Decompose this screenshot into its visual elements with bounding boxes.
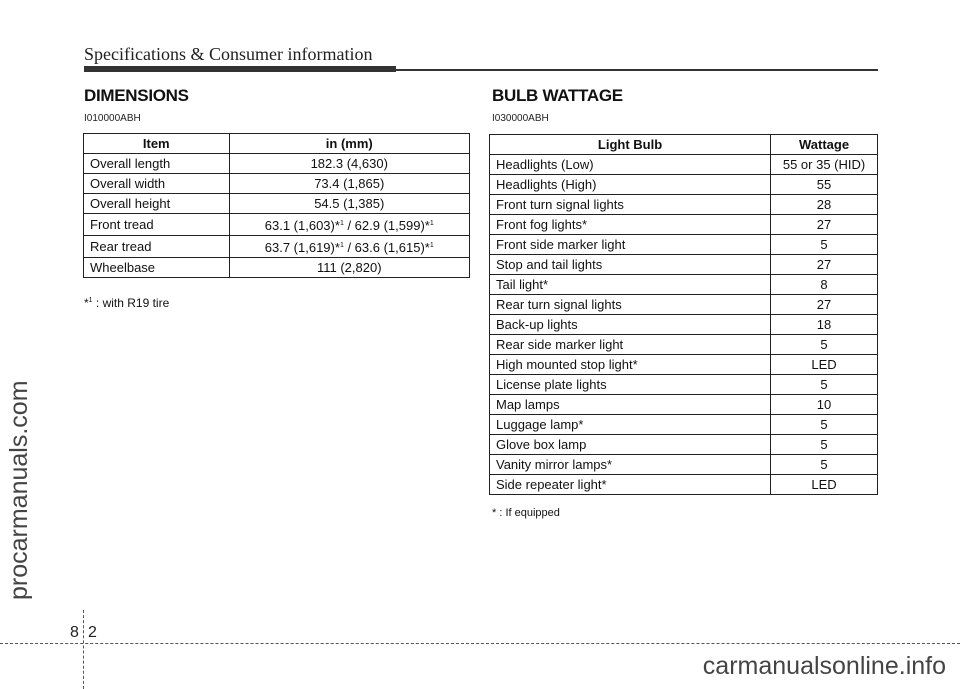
wattage-cell: 27 xyxy=(771,295,878,315)
bulb-name-cell: Tail light* xyxy=(490,275,771,295)
bulb-name-cell: Side repeater light* xyxy=(490,475,771,495)
value-cell: 182.3 (4,630) xyxy=(229,154,469,174)
item-cell: Overall length xyxy=(84,154,230,174)
bulb-wattage-code: I030000ABH xyxy=(492,113,549,124)
wattage-cell: LED xyxy=(771,355,878,375)
table-header-row xyxy=(84,134,470,154)
header-rule xyxy=(396,69,878,71)
wattage-cell: 5 xyxy=(771,235,878,255)
wattage-cell: 5 xyxy=(771,375,878,395)
watermark-left: procarmanuals.com xyxy=(5,380,33,600)
value-part: / 62.9 (1,599)* xyxy=(343,218,430,233)
bulb-footnote: * : If equipped xyxy=(492,507,560,519)
dimensions-table xyxy=(83,133,470,278)
wattage-cell: LED xyxy=(771,475,878,495)
wattage-cell: 18 xyxy=(771,315,878,335)
item-cell: Overall width xyxy=(84,174,230,194)
table-row xyxy=(490,415,878,435)
table-row xyxy=(490,215,878,235)
column-header: Item xyxy=(84,134,230,154)
wattage-cell: 55 xyxy=(771,175,878,195)
chapter-number: 8 xyxy=(70,624,79,641)
table-row xyxy=(490,435,878,455)
wattage-cell: 10 xyxy=(771,395,878,415)
column-header: Light Bulb xyxy=(490,135,771,155)
column-header: Wattage xyxy=(771,135,878,155)
bulb-name-cell: Stop and tail lights xyxy=(490,255,771,275)
dimensions-title: DIMENSIONS xyxy=(84,86,189,105)
table-row xyxy=(490,255,878,275)
page-header-title: Specifications & Consumer information xyxy=(84,44,373,64)
value-part: 63.7 (1,619)* xyxy=(264,240,340,255)
value-cell: 73.4 (1,865) xyxy=(229,174,469,194)
bulb-name-cell: Vanity mirror lamps* xyxy=(490,455,771,475)
table-row xyxy=(84,258,470,278)
wattage-cell: 5 xyxy=(771,455,878,475)
bulb-name-cell: High mounted stop light* xyxy=(490,355,771,375)
item-cell: Wheelbase xyxy=(84,258,230,278)
footnote-marker: 1 xyxy=(429,220,434,227)
value-part: 63.1 (1,603)* xyxy=(264,218,340,233)
watermark-bottom: carmanualsonline.info xyxy=(702,652,946,680)
table-row xyxy=(84,174,470,194)
value-cell xyxy=(229,214,469,236)
item-cell: Rear tread xyxy=(84,236,230,258)
header-bar xyxy=(84,66,396,72)
value-cell xyxy=(229,236,469,258)
table-row xyxy=(490,155,878,175)
dimensions-footnote: *$^1$ : with R19 tire xyxy=(84,296,170,310)
bulb-name-cell: Headlights (High) xyxy=(490,175,771,195)
table-row xyxy=(490,375,878,395)
table-row xyxy=(490,275,878,295)
table-row xyxy=(490,295,878,315)
bulb-wattage-title: BULB WATTAGE xyxy=(492,86,623,105)
value-cell: 54.5 (1,385) xyxy=(229,194,469,214)
table-row xyxy=(490,455,878,475)
table-row xyxy=(490,355,878,375)
wattage-cell: 28 xyxy=(771,195,878,215)
table-row xyxy=(490,315,878,335)
wattage-cell: 27 xyxy=(771,255,878,275)
bulb-name-cell: License plate lights xyxy=(490,375,771,395)
table-row xyxy=(490,395,878,415)
bulb-wattage-table xyxy=(489,134,878,495)
wattage-cell: 8 xyxy=(771,275,878,295)
bulb-name-cell: Rear turn signal lights xyxy=(490,295,771,315)
wattage-cell: 5 xyxy=(771,415,878,435)
bulb-name-cell: Rear side marker light xyxy=(490,335,771,355)
bulb-name-cell: Front side marker light xyxy=(490,235,771,255)
item-cell: Overall height xyxy=(84,194,230,214)
wattage-cell: 27 xyxy=(771,215,878,235)
footnote-marker: 1 xyxy=(339,242,344,249)
footnote-marker: 1 xyxy=(429,242,434,249)
wattage-cell: 5 xyxy=(771,335,878,355)
bulb-name-cell: Glove box lamp xyxy=(490,435,771,455)
table-row xyxy=(490,195,878,215)
table-row xyxy=(490,175,878,195)
table-row xyxy=(490,475,878,495)
table-row xyxy=(490,235,878,255)
table-row xyxy=(84,236,470,258)
wattage-cell: 5 xyxy=(771,435,878,455)
bulb-name-cell: Map lamps xyxy=(490,395,771,415)
item-cell: Front tread xyxy=(84,214,230,236)
bulb-name-cell: Front turn signal lights xyxy=(490,195,771,215)
value-cell: 111 (2,820) xyxy=(229,258,469,278)
bulb-name-cell: Headlights (Low) xyxy=(490,155,771,175)
footnote-marker: 1 xyxy=(339,220,344,227)
table-row xyxy=(84,154,470,174)
bulb-name-cell: Front fog lights* xyxy=(490,215,771,235)
dimensions-code: I010000ABH xyxy=(84,113,141,124)
crop-mark-horizontal xyxy=(0,643,960,644)
table-header-row xyxy=(490,135,878,155)
value-part: / 63.6 (1,615)* xyxy=(343,240,430,255)
column-header: in (mm) xyxy=(229,134,469,154)
bulb-name-cell: Luggage lamp* xyxy=(490,415,771,435)
crop-mark-vertical xyxy=(83,610,84,689)
table-row xyxy=(84,194,470,214)
bulb-name-cell: Back-up lights xyxy=(490,315,771,335)
table-row xyxy=(84,214,470,236)
wattage-cell: 55 or 35 (HID) xyxy=(771,155,878,175)
table-row xyxy=(490,335,878,355)
page-number: 2 xyxy=(88,624,97,641)
